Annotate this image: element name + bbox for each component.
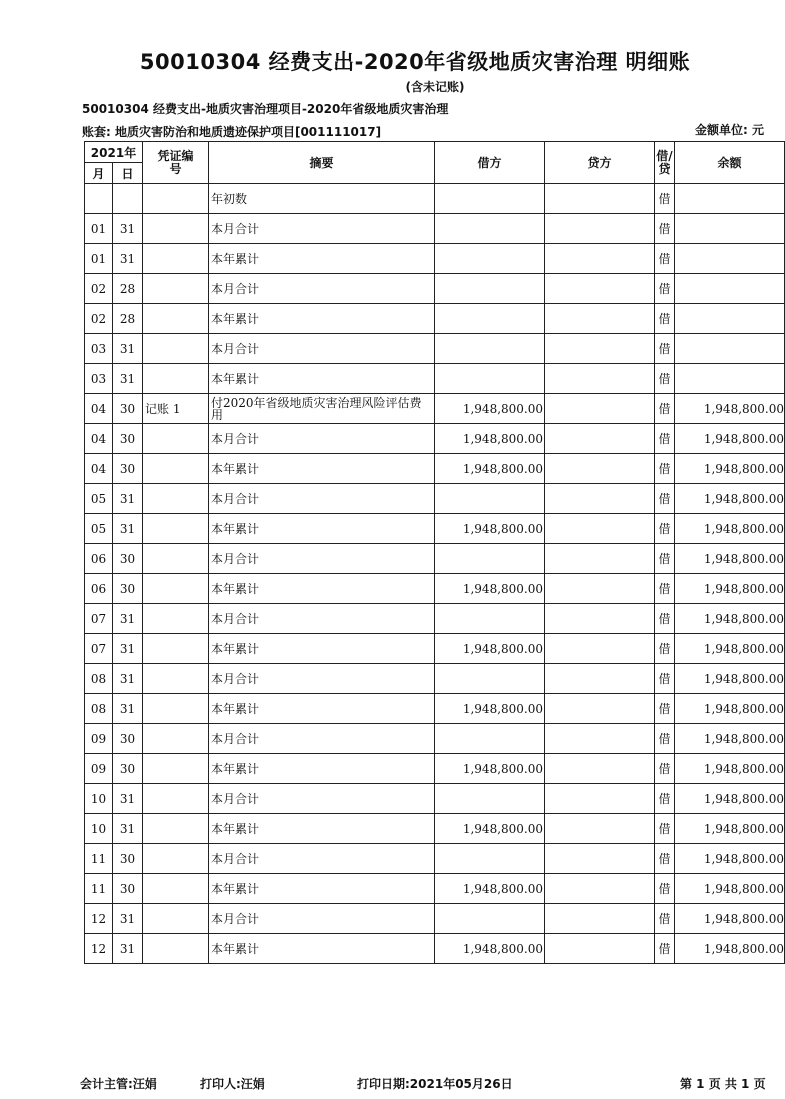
cell-voucher [143, 334, 209, 364]
cell-debit [435, 544, 545, 574]
cell-credit [545, 784, 655, 814]
cell-direction: 借 [655, 244, 675, 274]
table-row [85, 754, 785, 784]
cell-summary: 本月合计 [209, 544, 435, 574]
cell-direction: 借 [655, 394, 675, 424]
cell-direction: 借 [655, 184, 675, 214]
table-row [85, 814, 785, 844]
cell-balance: 1,948,800.00 [675, 574, 785, 604]
cell-month: 08 [85, 664, 113, 694]
debit-header: 借方 [435, 142, 545, 184]
cell-voucher [143, 544, 209, 574]
ledger-line: 账套: 地质灾害防治和地质遗迹保护项目[001111017] [82, 125, 382, 139]
cell-voucher [143, 454, 209, 484]
cell-summary: 本月合计 [209, 484, 435, 514]
cell-direction: 借 [655, 634, 675, 664]
cell-debit: 1,948,800.00 [435, 874, 545, 904]
cell-day: 31 [113, 334, 143, 364]
cell-voucher [143, 424, 209, 454]
cell-day: 31 [113, 904, 143, 934]
cell-credit [545, 274, 655, 304]
cell-balance: 1,948,800.00 [675, 874, 785, 904]
cell-summary: 本月合计 [209, 724, 435, 754]
cell-day: 30 [113, 874, 143, 904]
cell-debit [435, 244, 545, 274]
voucher-header: 凭证编号 [143, 142, 209, 184]
cell-voucher [143, 874, 209, 904]
cell-balance [675, 364, 785, 394]
cell-credit [545, 664, 655, 694]
cell-day: 31 [113, 244, 143, 274]
table-row [85, 184, 785, 214]
cell-direction: 借 [655, 784, 675, 814]
table-row [85, 844, 785, 874]
cell-balance: 1,948,800.00 [675, 694, 785, 724]
table-row [85, 724, 785, 754]
cell-day [113, 184, 143, 214]
table-row [85, 274, 785, 304]
cell-day: 30 [113, 574, 143, 604]
cell-balance: 1,948,800.00 [675, 484, 785, 514]
cell-voucher [143, 844, 209, 874]
cell-day: 31 [113, 934, 143, 964]
cell-month: 07 [85, 604, 113, 634]
cell-voucher [143, 304, 209, 334]
cell-summary: 本月合计 [209, 784, 435, 814]
table-row [85, 334, 785, 364]
cell-day: 31 [113, 694, 143, 724]
cell-month: 02 [85, 304, 113, 334]
cell-balance: 1,948,800.00 [675, 604, 785, 634]
cell-balance: 1,948,800.00 [675, 814, 785, 844]
cell-day: 31 [113, 634, 143, 664]
page-title: 50010304 经费支出-2020年省级地质灾害治理 明细账 [139, 50, 691, 74]
cell-month: 04 [85, 394, 113, 424]
cell-direction: 借 [655, 844, 675, 874]
cell-summary: 本月合计 [209, 334, 435, 364]
month-header: 月 [85, 163, 113, 184]
cell-summary: 本年累计 [209, 364, 435, 394]
cell-debit: 1,948,800.00 [435, 424, 545, 454]
table-row [85, 544, 785, 574]
cell-summary: 本年累计 [209, 754, 435, 784]
cell-day: 31 [113, 784, 143, 814]
cell-voucher [143, 514, 209, 544]
cell-debit [435, 484, 545, 514]
cell-month: 04 [85, 424, 113, 454]
cell-direction: 借 [655, 604, 675, 634]
cell-balance: 1,948,800.00 [675, 844, 785, 874]
cell-debit: 1,948,800.00 [435, 574, 545, 604]
cell-direction: 借 [655, 544, 675, 574]
cell-balance: 1,948,800.00 [675, 454, 785, 484]
cell-debit [435, 844, 545, 874]
cell-credit [545, 454, 655, 484]
cell-day: 31 [113, 364, 143, 394]
cell-direction: 借 [655, 214, 675, 244]
unit-label: 金额单位: 元 [695, 123, 764, 137]
cell-credit [545, 694, 655, 724]
cell-voucher [143, 784, 209, 814]
cell-day: 30 [113, 754, 143, 784]
cell-voucher: 记账 1 [143, 394, 209, 424]
cell-summary: 本月合计 [209, 424, 435, 454]
cell-day: 31 [113, 484, 143, 514]
table-row [85, 214, 785, 244]
cell-balance: 1,948,800.00 [675, 664, 785, 694]
cell-month: 08 [85, 694, 113, 724]
cell-summary: 本年累计 [209, 574, 435, 604]
table-row [85, 934, 785, 964]
cell-voucher [143, 604, 209, 634]
cell-month: 06 [85, 544, 113, 574]
cell-month: 10 [85, 784, 113, 814]
cell-day: 30 [113, 424, 143, 454]
cell-summary: 本月合计 [209, 664, 435, 694]
cell-summary: 本月合计 [209, 604, 435, 634]
cell-debit: 1,948,800.00 [435, 814, 545, 844]
cell-balance: 1,948,800.00 [675, 544, 785, 574]
footer-printer: 打印人:汪娟 [200, 1077, 265, 1091]
cell-debit [435, 334, 545, 364]
cell-day: 31 [113, 814, 143, 844]
cell-balance [675, 214, 785, 244]
cell-debit [435, 274, 545, 304]
cell-debit [435, 784, 545, 814]
table-row [85, 604, 785, 634]
table-row [85, 634, 785, 664]
table-row [85, 364, 785, 394]
table-row [85, 664, 785, 694]
cell-month: 12 [85, 934, 113, 964]
cell-credit [545, 604, 655, 634]
cell-summary: 本年累计 [209, 244, 435, 274]
cell-balance: 1,948,800.00 [675, 784, 785, 814]
cell-month: 07 [85, 634, 113, 664]
direction-header: 借/贷 [655, 142, 675, 184]
cell-month: 11 [85, 844, 113, 874]
cell-direction: 借 [655, 334, 675, 364]
cell-credit [545, 334, 655, 364]
cell-balance [675, 304, 785, 334]
table-row [85, 574, 785, 604]
cell-voucher [143, 814, 209, 844]
cell-day: 30 [113, 544, 143, 574]
cell-voucher [143, 274, 209, 304]
cell-credit [545, 634, 655, 664]
cell-voucher [143, 634, 209, 664]
cell-credit [545, 244, 655, 274]
cell-balance: 1,948,800.00 [675, 724, 785, 754]
subject-line: 50010304 经费支出-地质灾害治理项目-2020年省级地质灾害治理 [82, 102, 449, 116]
cell-day: 31 [113, 514, 143, 544]
cell-day: 30 [113, 394, 143, 424]
cell-direction: 借 [655, 874, 675, 904]
day-header: 日 [113, 163, 143, 184]
cell-debit: 1,948,800.00 [435, 754, 545, 784]
cell-direction: 借 [655, 424, 675, 454]
cell-debit [435, 304, 545, 334]
cell-summary: 本年累计 [209, 634, 435, 664]
cell-month: 02 [85, 274, 113, 304]
cell-month: 01 [85, 214, 113, 244]
cell-month: 09 [85, 754, 113, 784]
cell-summary: 本月合计 [209, 274, 435, 304]
cell-debit: 1,948,800.00 [435, 454, 545, 484]
cell-debit [435, 214, 545, 244]
cell-month: 01 [85, 244, 113, 274]
cell-month: 10 [85, 814, 113, 844]
cell-credit [545, 484, 655, 514]
cell-day: 30 [113, 844, 143, 874]
cell-credit [545, 844, 655, 874]
cell-month: 03 [85, 334, 113, 364]
table-row [85, 484, 785, 514]
cell-summary: 本年累计 [209, 694, 435, 724]
cell-summary: 本月合计 [209, 904, 435, 934]
cell-balance [675, 334, 785, 364]
cell-voucher [143, 934, 209, 964]
cell-debit [435, 364, 545, 394]
footer-print-date: 打印日期:2021年05月26日 [357, 1077, 513, 1091]
cell-debit [435, 724, 545, 754]
cell-day: 28 [113, 304, 143, 334]
cell-summary: 本年累计 [209, 814, 435, 844]
cell-day: 31 [113, 214, 143, 244]
page-subtitle: (含未记账) [405, 80, 465, 94]
cell-voucher [143, 664, 209, 694]
table-row [85, 394, 785, 424]
summary-header: 摘要 [209, 142, 435, 184]
ledger-table [84, 141, 785, 964]
credit-header: 贷方 [545, 142, 655, 184]
cell-direction: 借 [655, 304, 675, 334]
cell-debit [435, 904, 545, 934]
cell-credit [545, 574, 655, 604]
cell-voucher [143, 214, 209, 244]
cell-month: 04 [85, 454, 113, 484]
cell-direction: 借 [655, 484, 675, 514]
cell-direction: 借 [655, 694, 675, 724]
cell-direction: 借 [655, 454, 675, 484]
cell-summary: 本年累计 [209, 934, 435, 964]
cell-debit [435, 664, 545, 694]
cell-voucher [143, 184, 209, 214]
cell-direction: 借 [655, 664, 675, 694]
cell-credit [545, 934, 655, 964]
table-row [85, 874, 785, 904]
cell-day: 30 [113, 454, 143, 484]
cell-voucher [143, 484, 209, 514]
cell-credit [545, 394, 655, 424]
table-row [85, 244, 785, 274]
cell-balance: 1,948,800.00 [675, 934, 785, 964]
cell-balance: 1,948,800.00 [675, 904, 785, 934]
cell-balance [675, 244, 785, 274]
cell-credit [545, 724, 655, 754]
cell-voucher [143, 754, 209, 784]
cell-day: 31 [113, 604, 143, 634]
cell-day: 28 [113, 274, 143, 304]
cell-balance: 1,948,800.00 [675, 424, 785, 454]
cell-day: 30 [113, 724, 143, 754]
cell-credit [545, 814, 655, 844]
cell-direction: 借 [655, 574, 675, 604]
cell-month: 06 [85, 574, 113, 604]
cell-balance: 1,948,800.00 [675, 634, 785, 664]
table-row [85, 424, 785, 454]
cell-month: 12 [85, 904, 113, 934]
table-row [85, 514, 785, 544]
cell-credit [545, 364, 655, 394]
cell-credit [545, 184, 655, 214]
cell-month: 03 [85, 364, 113, 394]
cell-month [85, 184, 113, 214]
year-header: 2021年 [85, 142, 143, 163]
cell-credit [545, 424, 655, 454]
cell-balance: 1,948,800.00 [675, 754, 785, 784]
cell-debit: 1,948,800.00 [435, 634, 545, 664]
cell-summary: 本年累计 [209, 874, 435, 904]
cell-direction: 借 [655, 724, 675, 754]
cell-debit: 1,948,800.00 [435, 514, 545, 544]
cell-voucher [143, 724, 209, 754]
cell-direction: 借 [655, 514, 675, 544]
cell-balance [675, 184, 785, 214]
cell-day: 31 [113, 664, 143, 694]
cell-voucher [143, 694, 209, 724]
cell-summary: 本年累计 [209, 304, 435, 334]
cell-credit [545, 544, 655, 574]
footer-page: 第 1 页 共 1 页 [680, 1077, 766, 1091]
cell-summary: 本月合计 [209, 214, 435, 244]
cell-direction: 借 [655, 754, 675, 784]
cell-balance: 1,948,800.00 [675, 514, 785, 544]
cell-summary: 本月合计 [209, 844, 435, 874]
cell-voucher [143, 904, 209, 934]
cell-credit [545, 874, 655, 904]
cell-debit [435, 604, 545, 634]
cell-summary: 付2020年省级地质灾害治理风险评估费用 [209, 394, 435, 424]
cell-credit [545, 754, 655, 784]
cell-credit [545, 904, 655, 934]
table-row [85, 904, 785, 934]
table-row [85, 304, 785, 334]
cell-month: 09 [85, 724, 113, 754]
cell-direction: 借 [655, 934, 675, 964]
table-row [85, 694, 785, 724]
cell-month: 11 [85, 874, 113, 904]
cell-summary: 年初数 [209, 184, 435, 214]
cell-credit [545, 304, 655, 334]
cell-credit [545, 514, 655, 544]
cell-voucher [143, 364, 209, 394]
cell-debit: 1,948,800.00 [435, 394, 545, 424]
cell-month: 05 [85, 514, 113, 544]
cell-direction: 借 [655, 274, 675, 304]
footer-supervisor: 会计主管:汪娟 [80, 1077, 157, 1091]
cell-direction: 借 [655, 904, 675, 934]
cell-summary: 本年累计 [209, 514, 435, 544]
cell-credit [545, 214, 655, 244]
cell-balance: 1,948,800.00 [675, 394, 785, 424]
cell-summary: 本年累计 [209, 454, 435, 484]
table-row [85, 454, 785, 484]
cell-debit [435, 184, 545, 214]
cell-voucher [143, 244, 209, 274]
cell-direction: 借 [655, 364, 675, 394]
cell-debit: 1,948,800.00 [435, 694, 545, 724]
cell-direction: 借 [655, 814, 675, 844]
cell-balance [675, 274, 785, 304]
balance-header: 余额 [675, 142, 785, 184]
table-row [85, 784, 785, 814]
ledger-body [85, 184, 785, 964]
cell-month: 05 [85, 484, 113, 514]
cell-voucher [143, 574, 209, 604]
cell-debit: 1,948,800.00 [435, 934, 545, 964]
